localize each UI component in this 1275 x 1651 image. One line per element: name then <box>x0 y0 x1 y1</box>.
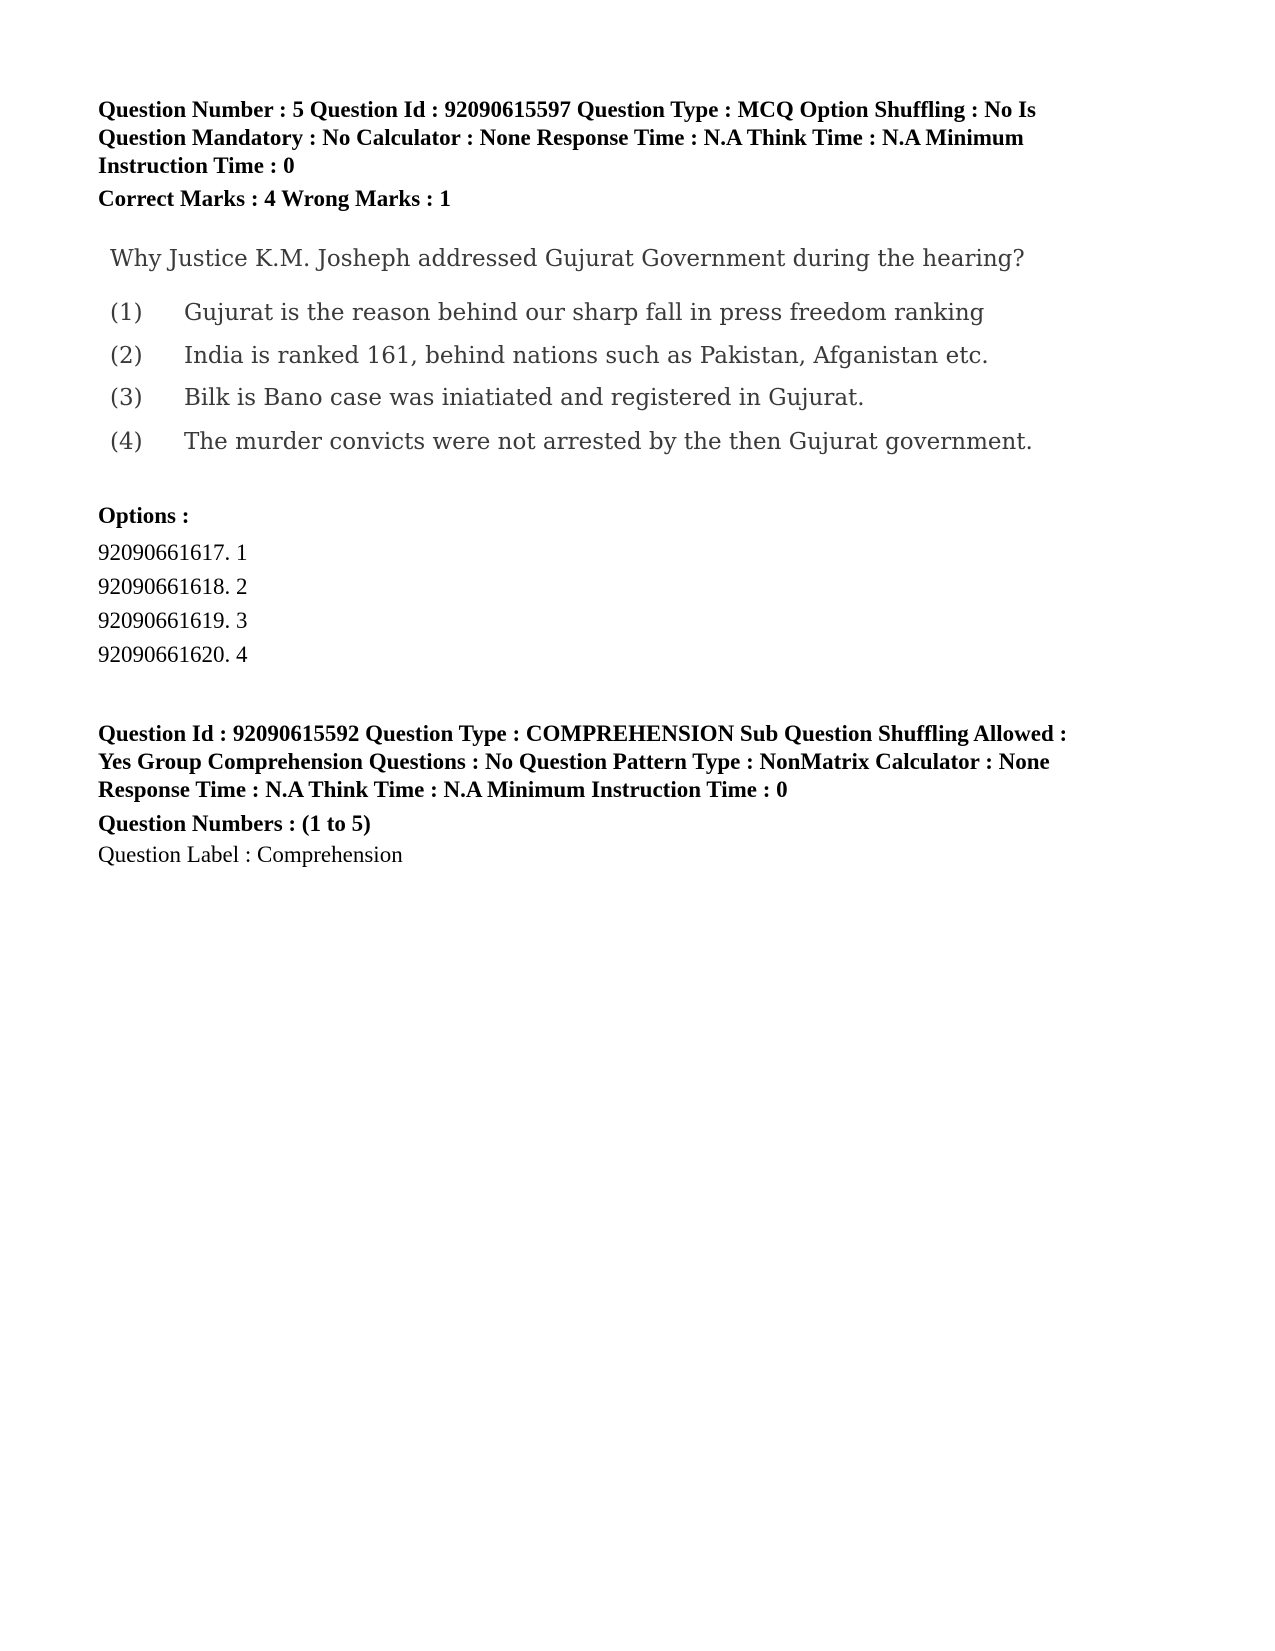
options-heading: Options : <box>98 503 190 528</box>
question-5-metadata <box>98 96 1178 180</box>
question-stem: Why Justice K.M. Josheph addressed Gujurat Government during the hearing? <box>110 246 1025 272</box>
choice-2 <box>110 343 989 369</box>
meta-line: Question Id : 92090615592 Question Type : COMPREHENSION Sub Question Shuffling Allowed : <box>98 721 1068 746</box>
comprehension-metadata <box>98 720 1178 804</box>
marks-line: Correct Marks : 4 Wrong Marks : 1 <box>98 186 451 211</box>
options-list <box>98 536 248 672</box>
choice-number: (3) <box>110 385 143 411</box>
meta-line: Response Time : N.A Think Time : N.A Minimum Instruction Time : 0 <box>98 777 788 802</box>
option-item: 92090661619. 3 <box>98 608 248 633</box>
question-label: Question Label : Comprehension <box>98 842 403 867</box>
choice-text: Gujurat is the reason behind our sharp fall in press freedom ranking <box>184 300 985 326</box>
choice-3 <box>110 385 865 411</box>
option-item: 92090661620. 4 <box>98 642 248 667</box>
meta-line: Instruction Time : 0 <box>98 153 295 178</box>
choice-1 <box>110 300 984 326</box>
question-image <box>98 240 1098 470</box>
option-item: 92090661617. 1 <box>98 540 248 565</box>
meta-line: Question Mandatory : No Calculator : None Response Time : N.A Think Time : N.A Minimum <box>98 125 1024 150</box>
option-item: 92090661618. 2 <box>98 574 248 599</box>
choice-number: (4) <box>110 429 143 455</box>
choice-number: (1) <box>110 300 143 326</box>
meta-line: Yes Group Comprehension Questions : No Question Pattern Type : NonMatrix Calculator : None <box>98 749 1050 774</box>
choice-text: The murder convicts were not arrested by the then Gujurat government. <box>184 429 1033 455</box>
meta-line: Question Number : 5 Question Id : 92090615597 Question Type : MCQ Option Shuffling : No Is <box>98 97 1037 122</box>
choice-text: India is ranked 161, behind nations such as Pakistan, Afganistan etc. <box>184 343 989 369</box>
choice-4 <box>110 429 1033 455</box>
choice-number: (2) <box>110 343 143 369</box>
choice-text: Bilk is Bano case was iniatiated and registered in Gujurat. <box>184 385 865 411</box>
question-numbers: Question Numbers : (1 to 5) <box>98 811 371 836</box>
